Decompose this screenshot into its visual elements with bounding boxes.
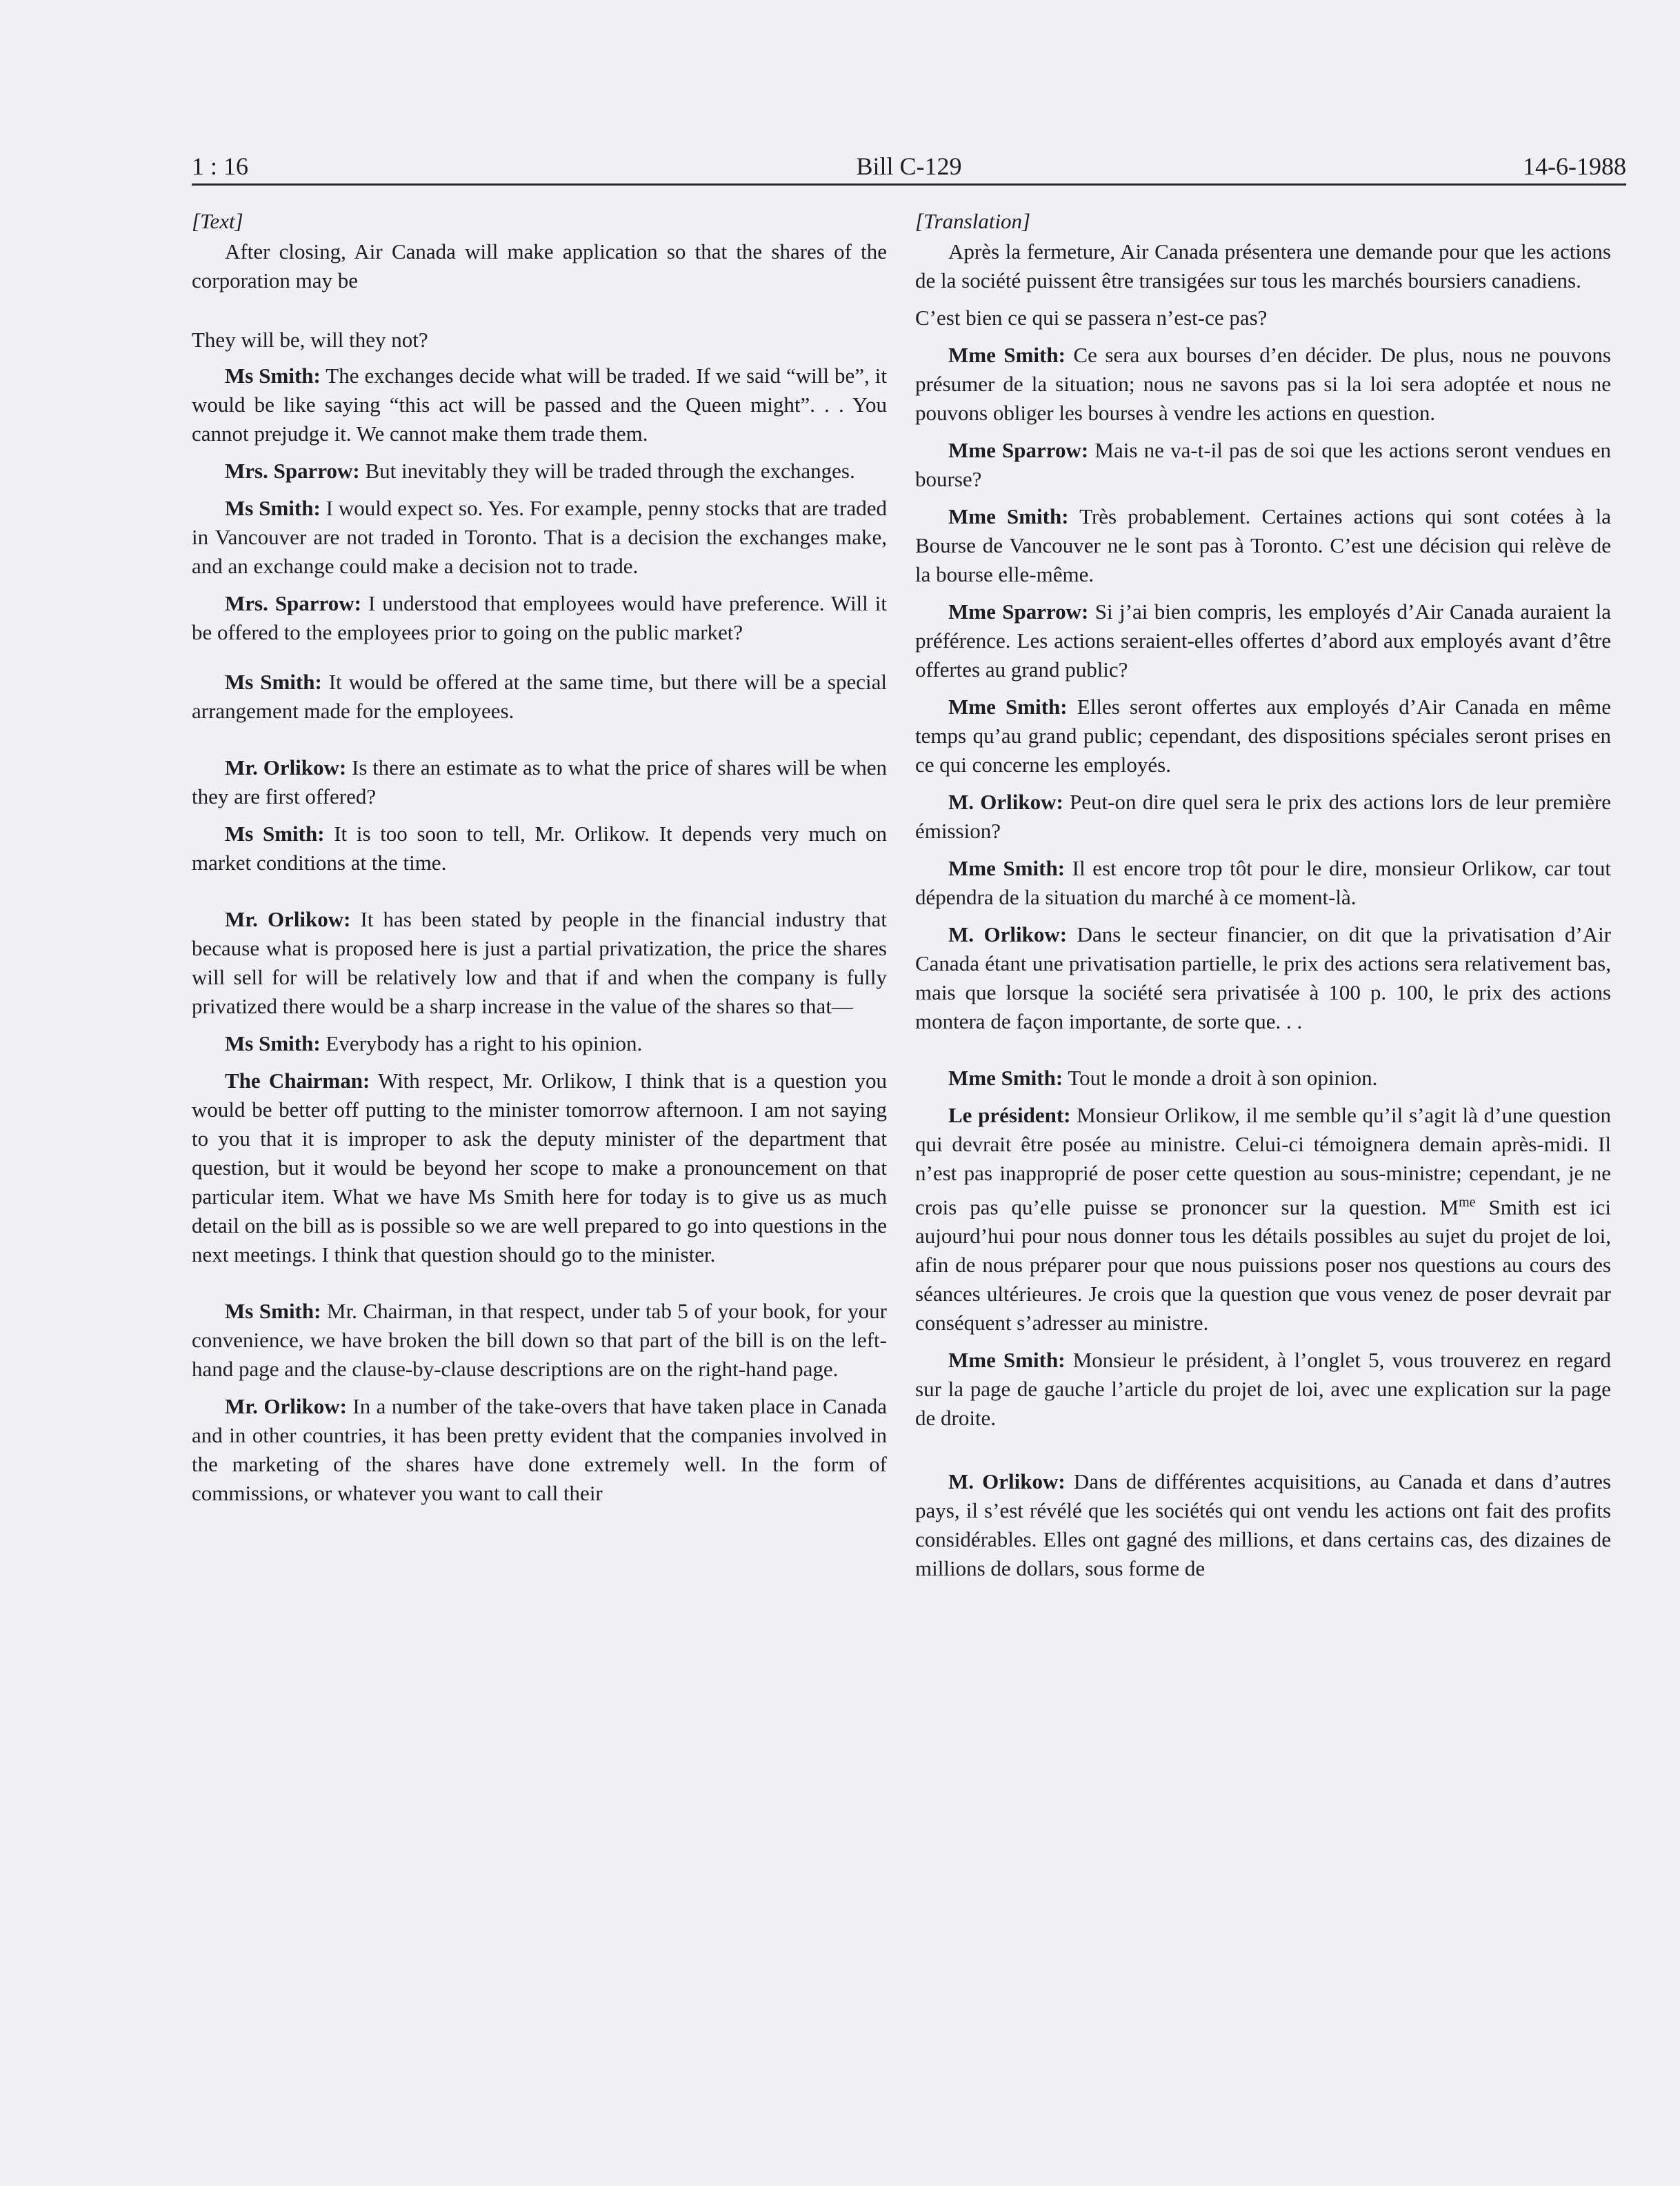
paragraph-text: It would be offered at the same time, but there will be a special arrangement made for the employees.: [192, 670, 887, 723]
paragraph: [915, 1346, 1611, 1433]
paragraph: [192, 819, 887, 877]
speaker-name: Mme Sparrow:: [948, 599, 1089, 624]
paragraph-text: Dans de différentes acquisitions, au Canada et dans d’autres pays, il s’est révélé que les sociétés qui ont vendu les actions ont fait des profits considérables. Elles ont gagné des millions, et dans certains cas, des dizaines de millions de dollars, sous forme de: [915, 1469, 1612, 1581]
speaker-name: The Chairman:: [225, 1069, 370, 1093]
paragraph: [192, 494, 887, 581]
english-column: [192, 207, 887, 1508]
speaker-name: Mme Smith:: [948, 695, 1068, 719]
paragraph-text: Tout le monde a droit à son opinion.: [1063, 1066, 1378, 1090]
speaker-name: Mme Smith:: [948, 504, 1069, 528]
speaker-name: Mrs. Sparrow:: [225, 459, 360, 483]
paragraph: [915, 920, 1611, 1036]
paragraph: [192, 753, 887, 811]
paragraph-text: After closing, Air Canada will make application so that the shares of the corporation may be: [192, 239, 887, 292]
paragraph: [915, 693, 1611, 779]
paragraph: [915, 436, 1611, 494]
paragraph: [192, 361, 887, 448]
paragraph: [915, 237, 1611, 295]
paragraph: [192, 457, 887, 486]
paragraph: [915, 304, 1611, 332]
column-tag: [Translation]: [915, 209, 1031, 233]
paragraph-text: Ce sera aux bourses d’en décider. De plus, nous ne pouvons présumer de la situation; nous ne savons pas si la loi sera adoptée et nous ne pouvons obliger les bourses à vendre les actions en question.: [915, 343, 1611, 425]
paragraph: [192, 237, 887, 295]
paragraph-text: The exchanges decide what will be traded. If we said “will be”, it would be like saying “this act will be passed and the Queen might”. . . You cannot prejudge it. We cannot make them trade them.: [192, 364, 887, 446]
paragraph-text: In a number of the take-overs that have taken place in Canada and in other countries, it has been pretty evident that the companies involved in the marketing of the shares have done extremely well. In the form of commissions, or whatever you want to call their: [192, 1394, 887, 1505]
paragraph: [192, 589, 887, 647]
paragraph: [915, 1064, 1611, 1093]
paragraph-text: Mais ne va-t-il pas de soi que les actions seront vendues en bourse?: [915, 438, 1611, 491]
paragraph-text: I would expect so. Yes. For example, penny stocks that are traded in Vancouver are not traded in Toronto. That is a decision the exchanges make, and an exchange could make a decision not to trade.: [192, 496, 888, 578]
speaker-name: Mme Smith:: [948, 1348, 1066, 1373]
speaker-name: Ms Smith:: [225, 670, 322, 694]
speaker-name: Mme Smith:: [948, 856, 1066, 880]
paragraph: [915, 1467, 1611, 1583]
paragraph: [915, 854, 1611, 912]
paragraph: [192, 1392, 887, 1508]
speaker-name: Mme Smith:: [948, 343, 1066, 367]
paragraph-text: Très probablement. Certaines actions qui sont cotées à la Bourse de Vancouver ne le sont pas à Toronto. C’est une décision qui relève de la bourse elle-même.: [915, 504, 1612, 586]
superscript: me: [1459, 1195, 1476, 1210]
paragraph: [915, 1101, 1611, 1338]
paragraph-text: Monsieur Orlikow, il me semble qu’il s’agit là d’une question qui devrait être posée au ministre. Celui-ci témoignera demain après-midi. Il n’est pas inapproprié de poser cette question au sous-ministre; cependant, je ne crois pas qu’elle puisse se prononcer sur la question. M: [915, 1103, 1612, 1220]
paragraph-text: It has been stated by people in the financial industry that because what is proposed here is just a partial privatization, the price the shares will sell for will be relatively low and that if and when the company is fully privatized there would be a sharp increase in the value of the shares so that—: [192, 907, 887, 1018]
bill-title: Bill C-129: [856, 152, 962, 180]
paragraph: [915, 502, 1611, 589]
column-tag: [Text]: [192, 209, 243, 233]
paragraph: [192, 1029, 887, 1058]
speaker-name: M. Orlikow:: [948, 922, 1068, 946]
paragraph-text: C’est bien ce qui se passera n’est-ce pas?: [915, 306, 1268, 330]
date: 14-6-1988: [1523, 152, 1626, 180]
speaker-name: M. Orlikow:: [948, 1469, 1066, 1494]
speaker-name: Ms Smith:: [225, 822, 325, 846]
speaker-name: Mme Sparrow:: [948, 438, 1089, 462]
speaker-name: Ms Smith:: [225, 364, 321, 388]
paragraph: [192, 905, 887, 1021]
speaker-name: Le président:: [948, 1103, 1071, 1127]
paragraph-text: Mr. Chairman, in that respect, under tab 5 of your book, for your convenience, we have broken the bill down so that part of the bill is on the left-hand page and the clause-by-clause descriptions are on the right-hand page.: [192, 1299, 888, 1381]
paragraph-text: With respect, Mr. Orlikow, I think that is a question you would be better off putting to the minister tomorrow afternoon. I am not saying to you that it is improper to ask the deputy minister of the department that question, but it would be beyond her scope to make a pronouncement on that particular item. What we have Ms Smith here for today is to give us as much detail on the bill as is possible so we are well prepared to go into questions in the next meetings. I think that question should go to the minister.: [192, 1069, 887, 1266]
paragraph: [915, 597, 1611, 684]
paragraph-text: Si j’ai bien compris, les employés d’Air Canada auraient la préférence. Les actions seraient-elles offertes d’abord aux employés avant d’être offertes au grand public?: [915, 599, 1611, 682]
speaker-name: Mr. Orlikow:: [225, 907, 351, 931]
paragraph-text: It is too soon to tell, Mr. Orlikow. It depends very much on market conditions at the time.: [192, 822, 887, 875]
paragraph-text: Après la fermeture, Air Canada présentera une demande pour que les actions de la société puissent être transigées sur tous les marchés boursiers canadiens.: [915, 239, 1611, 292]
paragraph-text: Peut-on dire quel sera le prix des actions lors de leur première émission?: [915, 790, 1612, 843]
speaker-name: Mr. Orlikow:: [225, 755, 347, 779]
paragraph-text: I understood that employees would have preference. Will it be offered to the employees prior to going on the public market?: [192, 591, 887, 644]
paragraph: [192, 1066, 887, 1269]
speaker-name: Ms Smith:: [225, 496, 321, 520]
french-column: [915, 207, 1611, 1583]
paragraph: [192, 1297, 887, 1384]
speaker-name: M. Orlikow:: [948, 790, 1063, 814]
page-header: [192, 149, 1626, 186]
paragraph-text: Everybody has a right to his opinion.: [320, 1031, 643, 1055]
speaker-name: Mme Smith:: [948, 1066, 1063, 1090]
speaker-name: Ms Smith:: [225, 1299, 321, 1323]
page-number: 1 : 16: [192, 152, 249, 180]
paragraph: [915, 788, 1611, 846]
paragraph-text: Is there an estimate as to what the price of shares will be when they are first offered?: [192, 755, 887, 808]
paragraph-text: But inevitably they will be traded through the exchanges.: [359, 459, 855, 483]
speaker-name: Mr. Orlikow:: [225, 1394, 347, 1418]
speaker-name: Ms Smith:: [225, 1031, 321, 1055]
paragraph-text: Elles seront offertes aux employés d’Air Canada en même temps qu’au grand public; cependant, des dispositions spéciales seront prises en ce qui concerne les employés.: [915, 695, 1612, 777]
paragraph: [192, 668, 887, 726]
paragraph: [915, 341, 1611, 428]
paragraph-text-tail: Smith est ici aujourd’hui pour nous donner tous les détails possibles au sujet du projet de loi, afin de nous préparer pour que nous puissions poser nos questions au cours des séances ultérieures. Je crois que la question que vous venez de poser devrait par conséquent s’adresser au ministre.: [915, 1195, 1611, 1335]
paragraph-text: Monsieur le président, à l’onglet 5, vous trouverez en regard sur la page de gauche l’article du projet de loi, avec une explication sur la page de droite.: [915, 1348, 1611, 1431]
paragraph-text: Il est encore trop tôt pour le dire, monsieur Orlikow, car tout dépendra de la situation du marché à ce moment-là.: [915, 856, 1611, 909]
speaker-name: Mrs. Sparrow:: [225, 591, 361, 615]
paragraph-text: They will be, will they not?: [192, 328, 428, 352]
paragraph: [192, 326, 887, 355]
paragraph-text: Dans le secteur financier, on dit que la privatisation d’Air Canada étant une privatisation partielle, le prix des actions sera relativement bas, mais que lorsque la société sera privatisée à 100 p. 100, le prix des actions montera de façon importante, de sorte que. . .: [915, 922, 1611, 1033]
